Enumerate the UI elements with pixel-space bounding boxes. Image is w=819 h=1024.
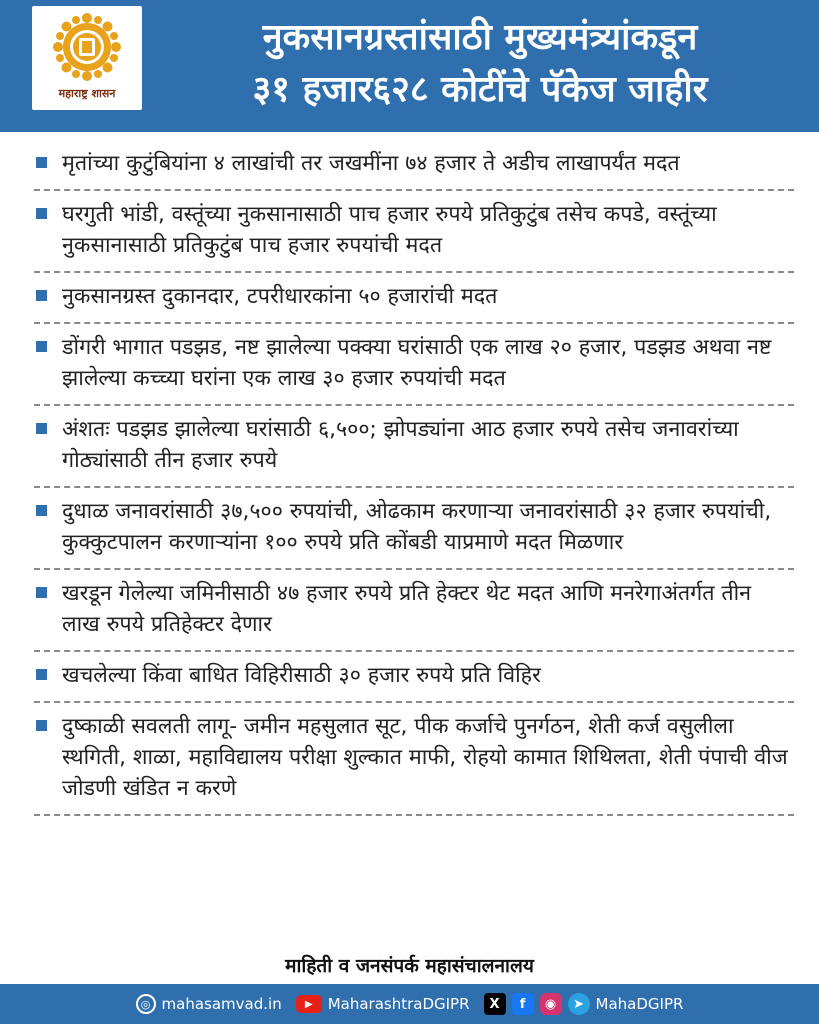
page-title — [160, 12, 800, 116]
list-item — [34, 273, 794, 324]
list-item — [34, 652, 794, 703]
bullet-square-icon — [36, 157, 47, 168]
bullet-square-icon — [36, 669, 47, 680]
list-item-text: डोंगरी भागात पडझड, नष्ट झालेल्या पक्क्या घरांसाठी एक लाख २० हजार, पडझड अथवा नष्ट झालेल्या कच्च्या घरांना एक लाख ३० हजार रुपयांची मदत — [62, 335, 772, 391]
bullet-square-icon — [36, 290, 47, 301]
title-line-1: नुकसानग्रस्तांसाठी मुख्यमंत्र्यांकडून — [262, 17, 698, 58]
list-item-text: दुधाळ जनावरांसाठी ३७,५०० रुपयांची, ओढकाम करणाऱ्या जनावरांसाठी ३२ हजार रुपयांची, कुक्कुटपालन करणाऱ्यांना १०० रुपये प्रति कोंबडी याप्रमाणे मदत मिळणार — [62, 499, 772, 555]
website-text: mahasamvad.in — [161, 995, 282, 1013]
social-handle-text: MahaDGIPR — [595, 995, 684, 1013]
globe-icon: ◎ — [136, 994, 156, 1014]
relief-package-list — [34, 140, 794, 816]
x-icon[interactable]: X — [484, 993, 506, 1015]
maharashtra-seal-icon — [52, 12, 122, 82]
header-banner — [0, 0, 819, 132]
list-item-text: घरगुती भांडी, वस्तूंच्या नुकसानासाठी पाच हजार रुपये प्रतिकुटुंब तसेच कपडे, वस्तूंच्या नुकसानासाठी प्रतिकुटुंब पाच हजार रुपयांची मदत — [62, 202, 717, 258]
list-item — [34, 703, 794, 816]
list-item — [34, 406, 794, 488]
social-links — [484, 993, 684, 1015]
bullet-square-icon — [36, 505, 47, 516]
list-item-text: खचलेल्या किंवा बाधित विहिरीसाठी ३० हजार रुपये प्रति विहिर — [62, 663, 541, 688]
government-logo — [32, 6, 142, 110]
facebook-icon[interactable]: f — [512, 993, 534, 1015]
list-item — [34, 140, 794, 191]
bullet-square-icon — [36, 423, 47, 434]
youtube-text: MaharashtraDGIPR — [327, 995, 470, 1013]
list-item — [34, 191, 794, 273]
title-line-2: ३१ हजार६२८ कोटींचे पॅकेज जाहीर — [252, 69, 708, 110]
list-item-text: अंशतः पडझड झालेल्या घरांसाठी ६,५००; झोपड्यांना आठ हजार रुपये तसेच जनावरांच्या गोठ्यांसाठी तीन हजार रुपये — [62, 417, 739, 473]
instagram-icon[interactable]: ◉ — [540, 993, 562, 1015]
list-item-text: खरडून गेलेल्या जमिनीसाठी ४७ हजार रुपये प्रति हेक्टर थेट मदत आणि मनरेगाअंतर्गत तीन लाख रुपये प्रतिहेक्टर देणार — [62, 581, 752, 637]
social-footer — [0, 984, 819, 1024]
logo-caption: महाराष्ट्र शासन — [58, 87, 116, 100]
list-item-text: दुष्काळी सवलती लागू- जमीन महसुलात सूट, पीक कर्जाचे पुनर्गठन, शेती कर्ज वसुलीला स्थगिती, शाळा, महाविद्यालय परीक्षा शुल्कात माफी, रोहयो कामात शिथिलता, शेती पंपाची वीज जोडणी खंडित न करणे — [62, 714, 788, 801]
youtube-link[interactable] — [296, 995, 470, 1013]
list-item-text: मृतांच्या कुटुंबियांना ४ लाखांची तर जखमींना ७४ हजार ते अडीच लाखापर्यंत मदत — [62, 151, 680, 176]
list-item-text: नुकसानग्रस्त दुकानदार, टपरीधारकांना ५० हजारांची मदत — [62, 284, 498, 309]
list-item — [34, 324, 794, 406]
website-link[interactable] — [136, 994, 282, 1014]
bullet-square-icon — [36, 341, 47, 352]
telegram-icon[interactable]: ➤ — [568, 993, 590, 1015]
bullet-square-icon — [36, 720, 47, 731]
list-item — [34, 488, 794, 570]
youtube-icon: ▶ — [296, 995, 322, 1013]
department-name: माहिती व जनसंपर्क महासंचालनालय — [285, 955, 534, 977]
bullet-square-icon — [36, 587, 47, 598]
list-item — [34, 570, 794, 652]
bullet-square-icon — [36, 208, 47, 219]
